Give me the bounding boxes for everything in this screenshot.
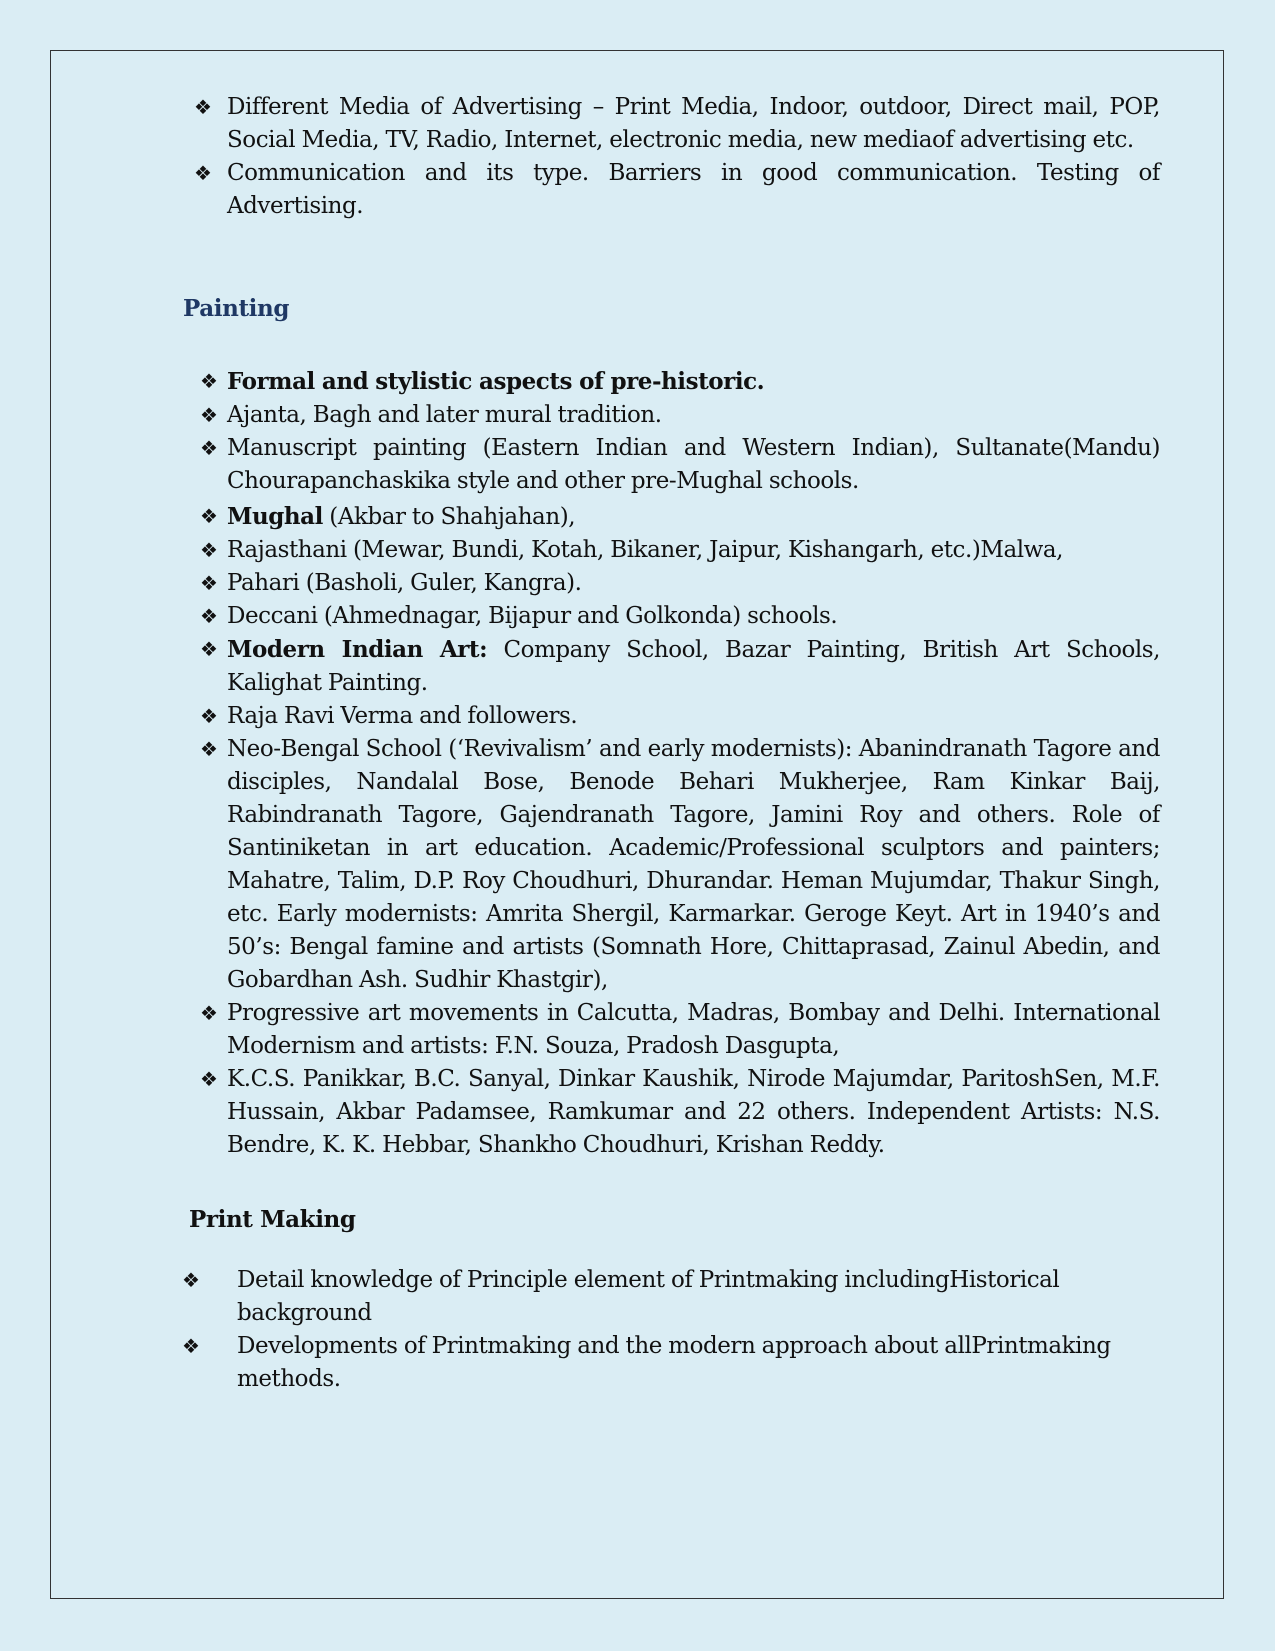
list-item-text: (Akbar to Shahjahan), xyxy=(322,504,576,530)
list-item-text: K.C.S. Panikkar, B.C. Sanyal, Dinkar Kaushik, Nirode Majumdar, ParitoshSen, M.F. Hussain, Akbar Padamsee, Ramkumar and 22 others. Independent Artists: N.S. Bendre, K. K. Hebbar, Shankho Choudhuri, Krishan Reddy. xyxy=(227,1066,1160,1158)
list-item xyxy=(200,432,1160,498)
bullet-icon: ❖ xyxy=(200,604,218,628)
list-item xyxy=(200,733,1160,997)
list-item-text: Raja Ravi Verma and followers. xyxy=(227,703,578,729)
bullet-icon: ❖ xyxy=(200,571,218,595)
list-item xyxy=(200,1063,1160,1162)
advertising-list xyxy=(194,91,1160,223)
list-item-lead: Formal and stylistic aspects of pre-historic. xyxy=(227,368,765,395)
page-content xyxy=(51,51,1223,1598)
list-item-text: Pahari (Basholi, Guler, Kangra). xyxy=(227,570,582,596)
list-item-text: Neo-Bengal School (‘Revivalism’ and early modernists): Abanindranath Tagore and disciples, Nandalal Bose, Benode Behari Mukherjee, Ram Kinkar Baij, Rabindranath Tagore, Gajendranath Tagore, Jamini Roy and others. Role of Santiniketan in art education. Academic/Professional sculptors and painters; Mahatre, Talim, D.P. Roy Choudhuri, Dhurandar. Heman Mujumdar, Thakur Singh, etc. Early modernists: Amrita Shergil, Karmarkar. Geroge Keyt. Art in 1940’s and 50’s: Bengal famine and artists (Somnath Hore, Chittaprasad, Zainul Abedin, and Gobardhan Ash. Sudhir Khastgir), xyxy=(227,736,1160,993)
bullet-icon: ❖ xyxy=(200,737,218,761)
list-item xyxy=(200,633,1160,700)
list-item xyxy=(200,399,1160,432)
bullet-icon: ❖ xyxy=(200,504,218,528)
list-item xyxy=(200,567,1160,600)
bullet-icon: ❖ xyxy=(200,1001,218,1025)
list-item xyxy=(200,365,1160,399)
list-item xyxy=(182,1330,1137,1396)
print-making-list xyxy=(182,1264,1137,1396)
list-item-text: Rajasthani (Mewar, Bundi, Kotah, Bikaner, Jaipur, Kishangarh, etc.)Malwa, xyxy=(227,537,1063,563)
list-item-text: Manuscript painting (Eastern Indian and Western Indian), Sultanate(Mandu) Chourapanchaskika style and other pre-Mughal schools. xyxy=(227,435,1160,494)
list-item xyxy=(200,700,1160,733)
list-item xyxy=(194,91,1160,157)
page-frame xyxy=(50,50,1224,1599)
list-item-text: Developments of Printmaking and the modern approach about allPrintmaking methods. xyxy=(237,1333,1111,1392)
bullet-icon: ❖ xyxy=(182,1268,200,1292)
list-item xyxy=(200,534,1160,567)
list-item-text: Different Media of Advertising – Print Media, Indoor, outdoor, Direct mail, POP, Social Media, TV, Radio, Internet, electronic media, new mediaof advertising etc. xyxy=(227,94,1160,153)
bullet-icon: ❖ xyxy=(200,369,218,393)
bullet-icon: ❖ xyxy=(194,95,212,119)
list-item xyxy=(200,500,1160,534)
bullet-icon: ❖ xyxy=(200,637,218,661)
list-item xyxy=(194,157,1160,223)
list-item xyxy=(200,997,1160,1063)
painting-heading: Painting xyxy=(183,295,290,322)
list-item xyxy=(200,600,1160,633)
bullet-icon: ❖ xyxy=(182,1334,200,1358)
list-item xyxy=(182,1264,1137,1330)
list-item-text: Detail knowledge of Principle element of Printmaking includingHistorical background xyxy=(237,1267,1060,1326)
bullet-icon: ❖ xyxy=(200,1067,218,1091)
painting-list xyxy=(200,365,1160,1162)
list-item-text: Deccani (Ahmednagar, Bijapur and Golkonda) schools. xyxy=(227,603,838,629)
list-item-lead: Modern Indian Art: xyxy=(227,636,488,663)
list-item-lead: Mughal xyxy=(227,503,323,530)
bullet-icon: ❖ xyxy=(200,436,218,460)
bullet-icon: ❖ xyxy=(200,704,218,728)
list-item-text: Company School, Bazar Painting, British Art Schools, Kalighat Painting. xyxy=(227,637,1160,696)
print-making-heading: Print Making xyxy=(189,1206,356,1233)
list-item-text: Progressive art movements in Calcutta, Madras, Bombay and Delhi. International Modernism and artists: F.N. Souza, Pradosh Dasgupta, xyxy=(227,1000,1160,1059)
list-item-text: Ajanta, Bagh and later mural tradition. xyxy=(227,402,662,428)
bullet-icon: ❖ xyxy=(194,161,212,185)
bullet-icon: ❖ xyxy=(200,538,218,562)
list-item-text: Communication and its type. Barriers in good communication. Testing of Advertising. xyxy=(227,160,1160,219)
bullet-icon: ❖ xyxy=(200,403,218,427)
